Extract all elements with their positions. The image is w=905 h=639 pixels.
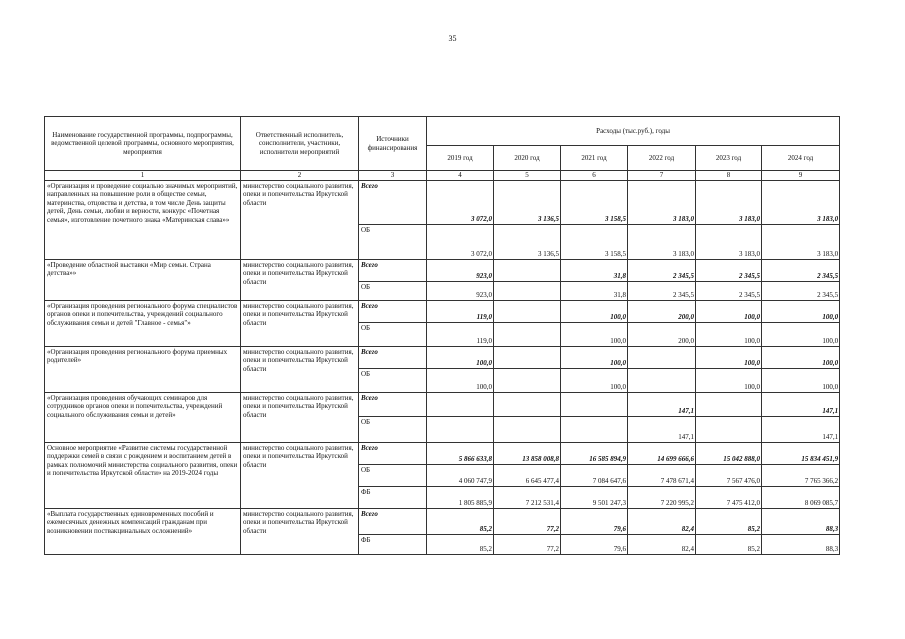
expense-value: 100,0 xyxy=(762,322,840,346)
expense-value: 200,0 xyxy=(628,322,696,346)
table-row xyxy=(45,180,840,224)
funding-source: Всего xyxy=(359,300,427,322)
header-year: 2020 год xyxy=(494,146,561,171)
column-number: 4 xyxy=(427,171,494,181)
expense-value: 31,8 xyxy=(561,281,628,300)
expense-value: 82,4 xyxy=(628,534,696,554)
expense-value: 2 345,5 xyxy=(696,259,762,281)
funding-source: Всего xyxy=(359,442,427,464)
funding-source: Всего xyxy=(359,346,427,368)
expense-value xyxy=(696,392,762,416)
expense-value xyxy=(494,259,561,281)
funding-source: Всего xyxy=(359,180,427,224)
expense-value: 3 183,0 xyxy=(628,180,696,224)
expense-value: 8 069 085,7 xyxy=(762,486,840,508)
expense-value: 16 585 894,9 xyxy=(561,442,628,464)
funding-source: ОБ xyxy=(359,322,427,346)
expense-value: 147,1 xyxy=(628,416,696,442)
responsible-executor: министерство социального развития, опеки и попечительства Иркутской области xyxy=(241,259,359,300)
expense-value: 3 136,5 xyxy=(494,224,561,259)
expense-value: 3 158,5 xyxy=(561,224,628,259)
expense-value: 3 183,0 xyxy=(628,224,696,259)
expense-value: 100,0 xyxy=(427,368,494,392)
expense-value: 2 345,5 xyxy=(762,281,840,300)
expense-value: 77,2 xyxy=(494,508,561,534)
budget-table xyxy=(44,116,840,555)
expense-value: 3 183,0 xyxy=(696,180,762,224)
expense-value xyxy=(427,416,494,442)
funding-source: ОБ xyxy=(359,368,427,392)
expense-value: 15 042 888,0 xyxy=(696,442,762,464)
expense-value: 100,0 xyxy=(762,368,840,392)
activity-name: «Организация проведения обучающих семинаров для сотрудников органов опеки и попечительства, учреждений социального обслуживания семьи и детей» xyxy=(45,392,241,442)
activity-name: «Организация проведения регионального форума специалистов органов опеки и попечительства, учреждений социального обслуживания семьи и детей "Главное - семья"» xyxy=(45,300,241,346)
header-expenses: Расходы (тыс.руб.), годы xyxy=(427,117,840,146)
expense-value: 119,0 xyxy=(427,322,494,346)
expense-value: 85,2 xyxy=(696,534,762,554)
expense-value: 100,0 xyxy=(696,346,762,368)
column-number: 3 xyxy=(359,171,427,181)
responsible-executor: министерство социального развития, опеки и попечительства Иркутской области xyxy=(241,300,359,346)
table-row xyxy=(45,300,840,322)
expense-value: 88,3 xyxy=(762,508,840,534)
expense-value: 14 699 666,6 xyxy=(628,442,696,464)
expense-value: 100,0 xyxy=(762,346,840,368)
activity-name: «Организация и проведение социально значимых мероприятий, направленных на повышение роли в обществе семьи, материнства, отцовства и детства, в том числе День защиты детей, День семьи, любви и верности, конкурс «Почетная семья», изготовление почетного знака «Материнская слава»» xyxy=(45,180,241,259)
expense-value: 3 183,0 xyxy=(696,224,762,259)
expense-value: 5 866 633,8 xyxy=(427,442,494,464)
expense-value: 7 220 995,2 xyxy=(628,486,696,508)
expense-value: 147,1 xyxy=(762,416,840,442)
header-year: 2023 год xyxy=(696,146,762,171)
expense-value xyxy=(494,281,561,300)
expense-value xyxy=(494,392,561,416)
funding-source: ОБ xyxy=(359,281,427,300)
expense-value: 147,1 xyxy=(762,392,840,416)
expense-value: 1 805 885,9 xyxy=(427,486,494,508)
expense-value: 100,0 xyxy=(561,300,628,322)
responsible-executor: министерство социального развития, опеки и попечительства Иркутской области xyxy=(241,508,359,554)
expense-value: 7 567 476,0 xyxy=(696,464,762,486)
expense-value: 923,0 xyxy=(427,259,494,281)
expense-value: 3 158,5 xyxy=(561,180,628,224)
expense-value: 100,0 xyxy=(561,346,628,368)
expense-value: 2 345,5 xyxy=(696,281,762,300)
expense-value: 6 645 477,4 xyxy=(494,464,561,486)
column-number: 6 xyxy=(561,171,628,181)
header-responsible: Ответственный исполнитель, соисполнители, участники, исполнители мероприятий xyxy=(241,117,359,171)
expense-value: 3 183,0 xyxy=(762,224,840,259)
header-sources: Источники финансирования xyxy=(359,117,427,171)
expense-value: 2 345,5 xyxy=(628,259,696,281)
expense-value: 79,6 xyxy=(561,534,628,554)
expense-value: 85,2 xyxy=(427,508,494,534)
expense-value: 7 765 366,2 xyxy=(762,464,840,486)
expense-value: 100,0 xyxy=(561,368,628,392)
expense-value: 82,4 xyxy=(628,508,696,534)
expense-value xyxy=(494,322,561,346)
expense-value: 7 212 531,4 xyxy=(494,486,561,508)
header-year: 2021 год xyxy=(561,146,628,171)
expense-value: 200,0 xyxy=(628,300,696,322)
expense-value: 2 345,5 xyxy=(628,281,696,300)
activity-name: «Проведение областной выставки «Мир семьи. Страна детства»» xyxy=(45,259,241,300)
responsible-executor: министерство социального развития, опеки и попечительства Иркутской области xyxy=(241,392,359,442)
expense-value: 9 501 247,3 xyxy=(561,486,628,508)
funding-source: Всего xyxy=(359,259,427,281)
activity-name: «Выплата государственных единовременных пособий и ежемесячных денежных компенсаций гражданам при возникновении поствакцинальных осложнений» xyxy=(45,508,241,554)
column-number: 2 xyxy=(241,171,359,181)
expense-value: 15 834 451,9 xyxy=(762,442,840,464)
header-year: 2024 год xyxy=(762,146,840,171)
table-row xyxy=(45,508,840,534)
expense-value: 77,2 xyxy=(494,534,561,554)
activity-name: «Организация проведения регионального форума приемных родителей» xyxy=(45,346,241,392)
table-row xyxy=(45,392,840,416)
funding-source: ОБ xyxy=(359,464,427,486)
responsible-executor: министерство социального развития, опеки и попечительства Иркутской области xyxy=(241,346,359,392)
expense-value: 100,0 xyxy=(427,346,494,368)
expense-value xyxy=(494,346,561,368)
page-number: 35 xyxy=(448,34,457,43)
header-name: Наименование государственной программы, подпрограммы, ведомственной целевой программы, основного мероприятия, мероприятия xyxy=(45,117,241,171)
expense-value xyxy=(494,368,561,392)
expense-value: 3 183,0 xyxy=(762,180,840,224)
column-number: 7 xyxy=(628,171,696,181)
expense-value: 7 084 647,6 xyxy=(561,464,628,486)
expense-value xyxy=(628,368,696,392)
responsible-executor: министерство социального развития, опеки и попечительства Иркутской области xyxy=(241,180,359,259)
expense-value xyxy=(561,416,628,442)
expense-value: 100,0 xyxy=(762,300,840,322)
expense-value: 7 475 412,0 xyxy=(696,486,762,508)
expense-value: 13 858 008,8 xyxy=(494,442,561,464)
expense-value: 3 136,5 xyxy=(494,180,561,224)
expense-value: 2 345,5 xyxy=(762,259,840,281)
table-row xyxy=(45,442,840,464)
expense-value: 100,0 xyxy=(561,322,628,346)
funding-source: ОБ xyxy=(359,224,427,259)
funding-source: ФБ xyxy=(359,534,427,554)
expense-value: 100,0 xyxy=(696,300,762,322)
funding-source: Всего xyxy=(359,392,427,416)
expense-value xyxy=(494,416,561,442)
funding-source: ФБ xyxy=(359,486,427,508)
funding-source: Всего xyxy=(359,508,427,534)
expense-value: 119,0 xyxy=(427,300,494,322)
expense-value: 85,2 xyxy=(696,508,762,534)
expense-value: 4 060 747,9 xyxy=(427,464,494,486)
activity-name: Основное мероприятие «Развитие системы государственной поддержки семей в связи с рождением и воспитанием детей в рамках полномочий министерства социального развития, опеки и попечительства Иркутской области» на 2019-2024 годы xyxy=(45,442,241,508)
expense-value: 100,0 xyxy=(696,322,762,346)
responsible-executor: министерство социального развития, опеки и попечительства Иркутской области xyxy=(241,442,359,508)
expense-value: 3 072,0 xyxy=(427,180,494,224)
expense-value: 923,0 xyxy=(427,281,494,300)
column-number: 1 xyxy=(45,171,241,181)
header-year: 2022 год xyxy=(628,146,696,171)
expense-value: 3 072,0 xyxy=(427,224,494,259)
expense-value xyxy=(696,416,762,442)
table-row xyxy=(45,346,840,368)
table-body xyxy=(45,180,840,554)
column-number: 5 xyxy=(494,171,561,181)
expense-value xyxy=(628,346,696,368)
column-number: 9 xyxy=(762,171,840,181)
funding-source: ОБ xyxy=(359,416,427,442)
expense-value xyxy=(427,392,494,416)
header-year: 2019 год xyxy=(427,146,494,171)
expense-value: 79,6 xyxy=(561,508,628,534)
column-number: 8 xyxy=(696,171,762,181)
expense-value: 147,1 xyxy=(628,392,696,416)
expense-value: 31,8 xyxy=(561,259,628,281)
table-row xyxy=(45,259,840,281)
expense-value: 85,2 xyxy=(427,534,494,554)
expense-value: 100,0 xyxy=(696,368,762,392)
expense-value xyxy=(494,300,561,322)
expense-value xyxy=(561,392,628,416)
expense-value: 88,3 xyxy=(762,534,840,554)
expense-value: 7 478 671,4 xyxy=(628,464,696,486)
